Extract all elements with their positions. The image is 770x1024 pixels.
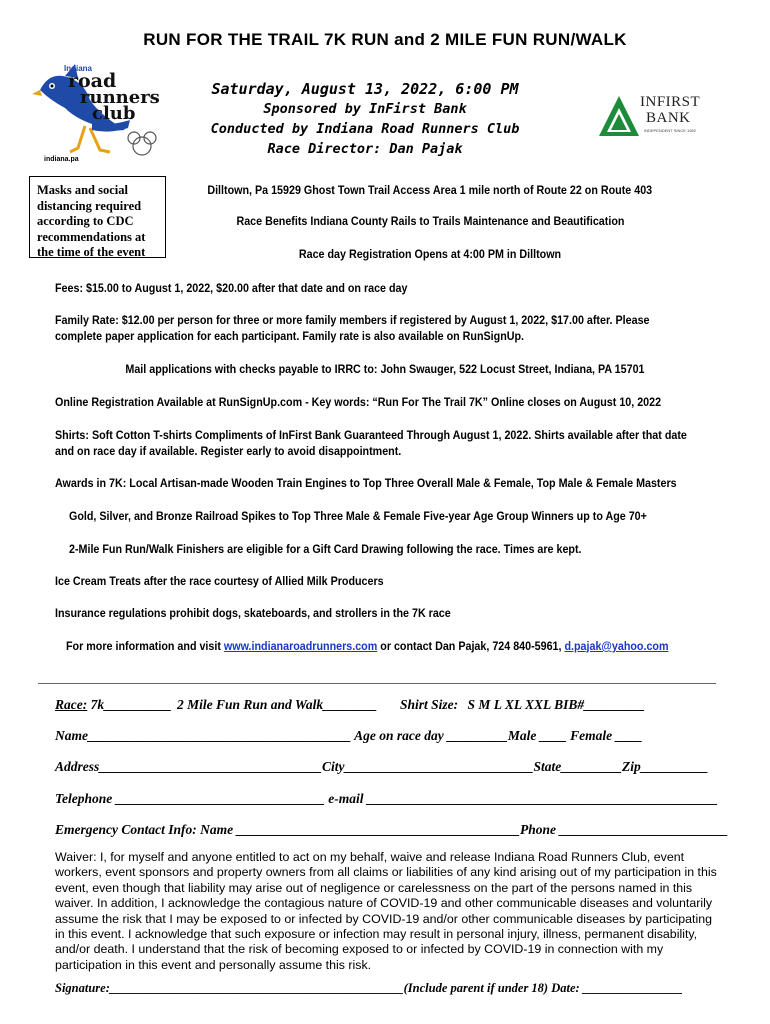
- signature-row: [55, 981, 683, 996]
- contact-prefix: For more information and visit: [66, 639, 224, 653]
- website-link[interactable]: www.indianaroadrunners.com: [223, 639, 378, 653]
- shirts-text: Shirts: Soft Cotton T-shirts Compliments of InFirst Bank Guaranteed Through August 1, 2022. Shirts available after that date and on race day if available. Register early to avoid disappointment.: [55, 428, 687, 458]
- logo-text-indiana: Indiana: [64, 64, 93, 73]
- bank-tagline: INDEPENDENT SINCE 1982: [644, 128, 696, 133]
- location-line: [170, 183, 690, 197]
- online-registration-line: Online Registration Available at RunSignUp.com - Key words: “Run For The Trail 7K” Online closes on August 10, 2022: [55, 395, 662, 409]
- email-link[interactable]: d.pajak@yahoo.com: [564, 639, 669, 653]
- logo-text-road: road: [68, 70, 117, 92]
- address-row[interactable]: [55, 759, 708, 775]
- contact-middle: or contact Dan Pajak, 724 840-5961,: [377, 639, 565, 653]
- emergency-contact-row[interactable]: Emergency Contact Info: Name __________________________________________Phone _________________________: [55, 822, 729, 837]
- triangle-logo-icon: [598, 94, 640, 138]
- logo-text-club: club: [92, 103, 136, 124]
- logo-text-runners: runners: [80, 87, 160, 108]
- awards-line: Awards in 7K: Local Artisan-made Wooden Train Engines to Top Three Overall Male & Female, Top Male & Female Masters: [55, 476, 677, 490]
- sponsor-line: Sponsored by InFirst Bank: [263, 101, 467, 117]
- shirt-size-label: Shirt Size:: [400, 697, 459, 712]
- page-title: RUN FOR THE TRAIL 7K RUN and 2 MILE FUN RUN/WALK: [143, 30, 627, 49]
- insurance-line: Insurance regulations prohibit dogs, skateboards, and strollers in the 7K race: [55, 606, 451, 620]
- address-city-state-fields[interactable]: _________________________________City____________________________State_____: [99, 759, 596, 774]
- road-runners-logo: [30, 60, 160, 170]
- ice-cream-line: Ice Cream Treats after the race courtesy of Allied Milk Producers: [55, 574, 384, 588]
- bank-name-top: INFIRST: [640, 94, 701, 110]
- location-text: Dilltown, Pa 15929 Ghost Town Trail Access Area 1 mile north of Route 22 on Route 403: [207, 183, 653, 197]
- contact-line: [66, 639, 669, 653]
- race-director-line: Race Director: Dan Pajak: [267, 141, 463, 157]
- mail-text: Mail applications with checks payable to IRRC to: John Swauger, 522 Locust Street, Indiana, PA 15701: [125, 362, 645, 376]
- shirt-size-row: [400, 697, 645, 713]
- masks-note-box: Masks and social distancing required according to CDC recommendations at the time of the event: [29, 176, 166, 258]
- address-label: Address: [55, 759, 100, 774]
- family-rate-paragraph: [55, 312, 770, 344]
- signature-date-field[interactable]: (Include parent if under 18) Date: ________________: [403, 981, 683, 995]
- section-divider: [38, 683, 716, 684]
- signature-label: Signature:: [55, 981, 110, 995]
- shirts-paragraph: [55, 427, 770, 459]
- benefits-text: Race Benefits Indiana County Rails to Trails Maintenance and Beautification: [236, 214, 624, 228]
- registration-opens-line: [170, 247, 690, 261]
- shirt-size-options[interactable]: S M L XL XXL BIB#_________: [467, 697, 645, 712]
- logo-footer: indiana.pa: [44, 156, 79, 163]
- race-selection-row: [55, 697, 172, 713]
- race-2mile-field[interactable]: 2 Mile Fun Run and Walk________: [177, 697, 378, 712]
- fun-run-line: 2-Mile Fun Run/Walk Finishers are eligible for a Gift Card Drawing following the race. Times are kept.: [69, 542, 582, 556]
- name-age-gender-row[interactable]: Name_______________________________________ Age on race day _________Male ____ Female ____: [55, 728, 643, 743]
- race-7k-field[interactable]: 7k__________: [87, 697, 172, 712]
- registration-opens-text: Race day Registration Opens at 4:00 PM in Dilltown: [298, 247, 562, 261]
- spikes-line: Gold, Silver, and Bronze Railroad Spikes to Top Three Male & Female Five-year Age Group Winners up to Age 70+: [69, 509, 647, 523]
- telephone-email-row[interactable]: Telephone _______________________________ e-mail ____________________________________________________: [55, 791, 718, 806]
- zip-field[interactable]: ____Zip__________: [595, 759, 709, 774]
- conducted-by-line: Conducted by Indiana Road Runners Club: [210, 121, 520, 137]
- infirst-bank-logo: [598, 90, 713, 140]
- benefits-line: [170, 214, 690, 228]
- family-rate-text: Family Rate: $12.00 per person for three or more family members if registered by August 1, 2022, $17.00 after. Please complete paper application for each participant. Family rate is also available on RunSignUp.: [55, 313, 650, 343]
- mail-line: [55, 362, 715, 376]
- event-date: Saturday, August 13, 2022, 6:00 PM: [211, 80, 519, 98]
- signature-field[interactable]: _______________________________________________: [109, 981, 404, 995]
- waiver-paragraph: Waiver: I, for myself and anyone entitled to act on my behalf, waive and release Indiana Road Runners Club, event workers, event sponsors and property owners from all claims or liabilities of any kind arising out of my participation in this event, even though that liability may arise out of negligence or carelessness on the part of the persons named in this waiver. In addition, I acknowledge the contagious nature of COVID-19 and other communicable diseases and voluntarily assume the risk that I may be exposed to or infected by COVID-19 and/or other communicable diseases by participating in this event. I acknowledge that such exposure or infection may result in personal injury, illness, permanent disability, and/or death. I understand that the risk of becoming exposed to or infected by COVID-19 in connection with my participation in this event and personally assume this risk.: [55, 850, 717, 972]
- fees-line: Fees: $15.00 to August 1, 2022, $20.00 after that date and on race day: [55, 281, 408, 295]
- bank-name-bottom: BANK: [646, 110, 691, 126]
- race-label: Race:: [55, 697, 88, 712]
